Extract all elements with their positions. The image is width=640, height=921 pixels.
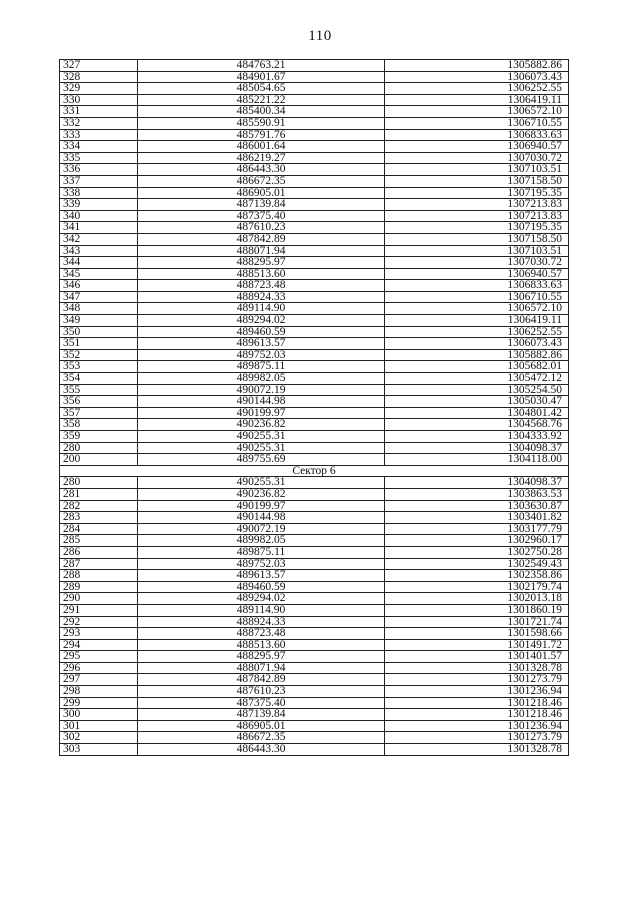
table-row (60, 581, 569, 593)
y-coordinate-cell: 1307103.51 (385, 245, 569, 257)
y-coordinate-cell: 1301328.78 (385, 662, 569, 674)
point-number-cell: 330 (60, 94, 138, 106)
y-coordinate-cell: 1301721.74 (385, 616, 569, 628)
table-row (60, 442, 569, 454)
y-coordinate-cell: 1301598.66 (385, 628, 569, 640)
point-number-cell: 345 (60, 268, 138, 280)
point-number-cell: 350 (60, 326, 138, 338)
x-coordinate-cell: 484901.67 (138, 71, 385, 83)
table-row (60, 233, 569, 245)
table-row (60, 709, 569, 721)
point-number-cell: 281 (60, 488, 138, 500)
y-coordinate-cell: 1306419.11 (385, 94, 569, 106)
table-row (60, 384, 569, 396)
table-row (60, 546, 569, 558)
y-coordinate-cell: 1302549.43 (385, 558, 569, 570)
y-coordinate-cell: 1301860.19 (385, 604, 569, 616)
point-number-cell: 359 (60, 431, 138, 443)
x-coordinate-cell: 488295.97 (138, 257, 385, 269)
table-row (60, 164, 569, 176)
table-row (60, 720, 569, 732)
point-number-cell: 331 (60, 106, 138, 118)
y-coordinate-cell: 1306833.63 (385, 280, 569, 292)
point-number-cell: 334 (60, 141, 138, 153)
x-coordinate-cell: 488513.60 (138, 639, 385, 651)
y-coordinate-cell: 1304801.42 (385, 407, 569, 419)
point-number-cell: 288 (60, 570, 138, 582)
x-coordinate-cell: 489875.11 (138, 361, 385, 373)
table-row (60, 129, 569, 141)
x-coordinate-cell: 489752.03 (138, 558, 385, 570)
y-coordinate-cell: 1306419.11 (385, 315, 569, 327)
x-coordinate-cell: 486443.30 (138, 744, 385, 756)
point-number-cell: 300 (60, 709, 138, 721)
point-number-cell: 358 (60, 419, 138, 431)
point-number-cell: 284 (60, 523, 138, 535)
table-row (60, 94, 569, 106)
point-number-cell: 327 (60, 60, 138, 72)
table-row (60, 338, 569, 350)
x-coordinate-cell: 490199.97 (138, 500, 385, 512)
x-coordinate-cell: 489982.05 (138, 535, 385, 547)
y-coordinate-cell: 1306940.57 (385, 268, 569, 280)
x-coordinate-cell: 489613.57 (138, 338, 385, 350)
y-coordinate-cell: 1301273.79 (385, 732, 569, 744)
y-coordinate-cell: 1301218.46 (385, 709, 569, 721)
x-coordinate-cell: 489613.57 (138, 570, 385, 582)
point-number-cell: 280 (60, 477, 138, 489)
point-number-cell: 303 (60, 744, 138, 756)
point-number-cell: 297 (60, 674, 138, 686)
x-coordinate-cell: 489114.90 (138, 604, 385, 616)
table-row (60, 315, 569, 327)
x-coordinate-cell: 489982.05 (138, 373, 385, 385)
table-row (60, 431, 569, 443)
y-coordinate-cell: 1304118.00 (385, 454, 569, 466)
point-number-cell: 328 (60, 71, 138, 83)
y-coordinate-cell: 1304098.37 (385, 442, 569, 454)
y-coordinate-cell: 1307158.50 (385, 175, 569, 187)
point-number-cell: 291 (60, 604, 138, 616)
table-row (60, 268, 569, 280)
point-number-cell: 329 (60, 83, 138, 95)
table-row (60, 326, 569, 338)
table-row (60, 361, 569, 373)
table-row (60, 593, 569, 605)
table-row (60, 686, 569, 698)
x-coordinate-cell: 487842.89 (138, 233, 385, 245)
x-coordinate-cell: 488513.60 (138, 268, 385, 280)
x-coordinate-cell: 485400.34 (138, 106, 385, 118)
point-number-cell: 298 (60, 686, 138, 698)
x-coordinate-cell: 490199.97 (138, 407, 385, 419)
y-coordinate-cell: 1304333.92 (385, 431, 569, 443)
point-number-cell: 294 (60, 639, 138, 651)
y-coordinate-cell: 1302960.17 (385, 535, 569, 547)
point-number-cell: 341 (60, 222, 138, 234)
point-number-cell: 355 (60, 384, 138, 396)
point-number-cell: 342 (60, 233, 138, 245)
point-number-cell: 335 (60, 152, 138, 164)
table-row (60, 199, 569, 211)
y-coordinate-cell: 1307195.35 (385, 222, 569, 234)
y-coordinate-cell: 1305030.47 (385, 396, 569, 408)
point-number-cell: 200 (60, 454, 138, 466)
point-number-cell: 338 (60, 187, 138, 199)
x-coordinate-cell: 490144.98 (138, 396, 385, 408)
x-coordinate-cell: 489294.02 (138, 315, 385, 327)
page-number: 110 (308, 28, 332, 44)
x-coordinate-cell: 488924.33 (138, 616, 385, 628)
table-row (60, 291, 569, 303)
table-row (60, 523, 569, 535)
point-number-cell: 301 (60, 720, 138, 732)
y-coordinate-cell: 1307103.51 (385, 164, 569, 176)
y-coordinate-cell: 1304098.37 (385, 477, 569, 489)
y-coordinate-cell: 1303630.87 (385, 500, 569, 512)
point-number-cell: 352 (60, 349, 138, 361)
y-coordinate-cell: 1301273.79 (385, 674, 569, 686)
x-coordinate-cell: 488295.97 (138, 651, 385, 663)
y-coordinate-cell: 1307030.72 (385, 152, 569, 164)
point-number-cell: 354 (60, 373, 138, 385)
point-number-cell: 290 (60, 593, 138, 605)
table-row (60, 257, 569, 269)
y-coordinate-cell: 1303863.53 (385, 488, 569, 500)
point-number-cell: 356 (60, 396, 138, 408)
y-coordinate-cell: 1306073.43 (385, 338, 569, 350)
x-coordinate-cell: 489875.11 (138, 546, 385, 558)
point-number-cell: 346 (60, 280, 138, 292)
x-coordinate-cell: 487139.84 (138, 709, 385, 721)
x-coordinate-cell: 485590.91 (138, 117, 385, 129)
table-row (60, 106, 569, 118)
y-coordinate-cell: 1303401.82 (385, 512, 569, 524)
x-coordinate-cell: 486672.35 (138, 732, 385, 744)
table-row (60, 512, 569, 524)
x-coordinate-cell: 489460.59 (138, 581, 385, 593)
table-row (60, 639, 569, 651)
x-coordinate-cell: 486672.35 (138, 175, 385, 187)
point-number-cell: 295 (60, 651, 138, 663)
x-coordinate-cell: 485054.65 (138, 83, 385, 95)
y-coordinate-cell: 1301328.78 (385, 744, 569, 756)
x-coordinate-cell: 487610.23 (138, 686, 385, 698)
sector-label: Сектор 6 (60, 465, 569, 477)
point-number-cell: 339 (60, 199, 138, 211)
table-row (60, 175, 569, 187)
x-coordinate-cell: 484763.21 (138, 60, 385, 72)
point-number-cell: 353 (60, 361, 138, 373)
table-row (60, 651, 569, 663)
x-coordinate-cell: 490255.31 (138, 431, 385, 443)
point-number-cell: 333 (60, 129, 138, 141)
x-coordinate-cell: 486905.01 (138, 720, 385, 732)
y-coordinate-cell: 1306833.63 (385, 129, 569, 141)
y-coordinate-cell: 1301491.72 (385, 639, 569, 651)
table-row (60, 558, 569, 570)
table-row (60, 303, 569, 315)
table-row (60, 60, 569, 72)
table-row (60, 280, 569, 292)
table-row (60, 117, 569, 129)
table-row (60, 662, 569, 674)
point-number-cell: 280 (60, 442, 138, 454)
point-number-cell: 287 (60, 558, 138, 570)
point-number-cell: 351 (60, 338, 138, 350)
table-row (60, 744, 569, 756)
x-coordinate-cell: 488071.94 (138, 245, 385, 257)
point-number-cell: 332 (60, 117, 138, 129)
table-row (60, 697, 569, 709)
x-coordinate-cell: 490072.19 (138, 384, 385, 396)
y-coordinate-cell: 1306572.10 (385, 303, 569, 315)
y-coordinate-cell: 1307213.83 (385, 210, 569, 222)
y-coordinate-cell: 1305682.01 (385, 361, 569, 373)
x-coordinate-cell: 490236.82 (138, 419, 385, 431)
table-row (60, 407, 569, 419)
x-coordinate-cell: 488071.94 (138, 662, 385, 674)
table-row (60, 187, 569, 199)
table-row (60, 454, 569, 466)
table-row (60, 210, 569, 222)
table-row (60, 628, 569, 640)
point-number-cell: 299 (60, 697, 138, 709)
table-row (60, 535, 569, 547)
point-number-cell: 337 (60, 175, 138, 187)
table-row (60, 83, 569, 95)
y-coordinate-cell: 1306710.55 (385, 117, 569, 129)
x-coordinate-cell: 489114.90 (138, 303, 385, 315)
y-coordinate-cell: 1306252.55 (385, 83, 569, 95)
coordinates-table (59, 59, 569, 756)
table-row (60, 477, 569, 489)
x-coordinate-cell: 488723.48 (138, 280, 385, 292)
y-coordinate-cell: 1301236.94 (385, 720, 569, 732)
y-coordinate-cell: 1305254.50 (385, 384, 569, 396)
table-row (60, 732, 569, 744)
point-number-cell: 289 (60, 581, 138, 593)
point-number-cell: 347 (60, 291, 138, 303)
y-coordinate-cell: 1301218.46 (385, 697, 569, 709)
point-number-cell: 283 (60, 512, 138, 524)
y-coordinate-cell: 1302179.74 (385, 581, 569, 593)
y-coordinate-cell: 1306710.55 (385, 291, 569, 303)
y-coordinate-cell: 1307030.72 (385, 257, 569, 269)
x-coordinate-cell: 489460.59 (138, 326, 385, 338)
table-row (60, 616, 569, 628)
x-coordinate-cell: 487139.84 (138, 199, 385, 211)
sector-header-row (60, 465, 569, 477)
x-coordinate-cell: 487375.40 (138, 210, 385, 222)
x-coordinate-cell: 490144.98 (138, 512, 385, 524)
point-number-cell: 344 (60, 257, 138, 269)
table-row (60, 222, 569, 234)
point-number-cell: 292 (60, 616, 138, 628)
point-number-cell: 282 (60, 500, 138, 512)
y-coordinate-cell: 1307213.83 (385, 199, 569, 211)
x-coordinate-cell: 487610.23 (138, 222, 385, 234)
x-coordinate-cell: 489755.69 (138, 454, 385, 466)
table-row (60, 373, 569, 385)
point-number-cell: 348 (60, 303, 138, 315)
table-row (60, 349, 569, 361)
point-number-cell: 293 (60, 628, 138, 640)
y-coordinate-cell: 1302013.18 (385, 593, 569, 605)
y-coordinate-cell: 1306940.57 (385, 141, 569, 153)
point-number-cell: 349 (60, 315, 138, 327)
y-coordinate-cell: 1307195.35 (385, 187, 569, 199)
point-number-cell: 340 (60, 210, 138, 222)
point-number-cell: 357 (60, 407, 138, 419)
x-coordinate-cell: 488924.33 (138, 291, 385, 303)
x-coordinate-cell: 486001.64 (138, 141, 385, 153)
table-row (60, 570, 569, 582)
table-row (60, 500, 569, 512)
table-row (60, 419, 569, 431)
coordinates-table-body (60, 60, 569, 756)
y-coordinate-cell: 1303177.79 (385, 523, 569, 535)
x-coordinate-cell: 487375.40 (138, 697, 385, 709)
point-number-cell: 302 (60, 732, 138, 744)
x-coordinate-cell: 486443.30 (138, 164, 385, 176)
y-coordinate-cell: 1302358.86 (385, 570, 569, 582)
point-number-cell: 296 (60, 662, 138, 674)
table-row (60, 674, 569, 686)
y-coordinate-cell: 1304568.76 (385, 419, 569, 431)
y-coordinate-cell: 1306252.55 (385, 326, 569, 338)
table-row (60, 71, 569, 83)
x-coordinate-cell: 486905.01 (138, 187, 385, 199)
table-row (60, 245, 569, 257)
table-row (60, 152, 569, 164)
y-coordinate-cell: 1306572.10 (385, 106, 569, 118)
x-coordinate-cell: 489294.02 (138, 593, 385, 605)
x-coordinate-cell: 487842.89 (138, 674, 385, 686)
x-coordinate-cell: 490255.31 (138, 477, 385, 489)
y-coordinate-cell: 1301236.94 (385, 686, 569, 698)
table-row (60, 141, 569, 153)
point-number-cell: 286 (60, 546, 138, 558)
table-row (60, 488, 569, 500)
x-coordinate-cell: 485791.76 (138, 129, 385, 141)
x-coordinate-cell: 489752.03 (138, 349, 385, 361)
y-coordinate-cell: 1307158.50 (385, 233, 569, 245)
table-row (60, 604, 569, 616)
x-coordinate-cell: 486219.27 (138, 152, 385, 164)
y-coordinate-cell: 1306073.43 (385, 71, 569, 83)
x-coordinate-cell: 490255.31 (138, 442, 385, 454)
y-coordinate-cell: 1305882.86 (385, 60, 569, 72)
y-coordinate-cell: 1302750.28 (385, 546, 569, 558)
x-coordinate-cell: 490236.82 (138, 488, 385, 500)
y-coordinate-cell: 1301401.57 (385, 651, 569, 663)
point-number-cell: 336 (60, 164, 138, 176)
point-number-cell: 343 (60, 245, 138, 257)
x-coordinate-cell: 488723.48 (138, 628, 385, 640)
x-coordinate-cell: 490072.19 (138, 523, 385, 535)
y-coordinate-cell: 1305882.86 (385, 349, 569, 361)
table-row (60, 396, 569, 408)
point-number-cell: 285 (60, 535, 138, 547)
x-coordinate-cell: 485221.22 (138, 94, 385, 106)
y-coordinate-cell: 1305472.12 (385, 373, 569, 385)
